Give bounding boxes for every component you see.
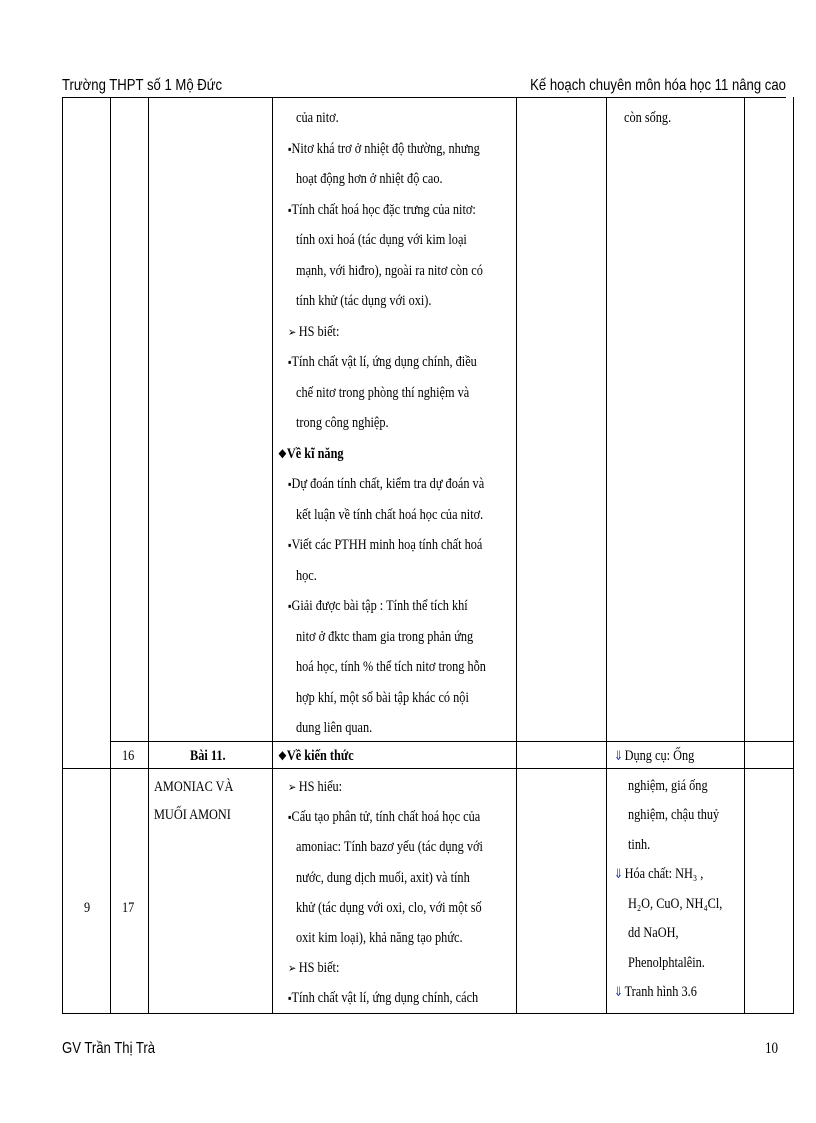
content-line — [288, 958, 339, 978]
content-line-text: kết luận về tính chất hoá học của nitơ. — [296, 506, 484, 523]
content-line — [296, 230, 467, 250]
content-line-text: nitơ ở đktc tham gia trong phản ứng — [296, 628, 474, 645]
content-line-text: Tính chất vật lí, ứng dụng chính, cách — [291, 990, 479, 1007]
content-line-text: hoạt động hơn ở nhiệt độ cao. — [296, 171, 443, 187]
lesson-title: Bài 11. — [190, 748, 226, 764]
lesson-name-line-2: MUỐI AMONI — [154, 807, 231, 823]
content-line — [288, 807, 480, 827]
diamond-flower-icon: ❖ — [278, 749, 287, 763]
arrow-right-icon: ➢ — [288, 961, 299, 976]
content-line — [296, 657, 486, 677]
square-bullet-icon: ▪ — [288, 599, 292, 613]
plan-title: Kế hoạch chuyên môn hóa học 11 nâng cao — [530, 77, 786, 94]
content-line — [278, 444, 344, 464]
content-line-text: học. — [296, 567, 317, 584]
content-line — [288, 352, 477, 372]
content-line-text: trong công nghiệp. — [296, 415, 389, 431]
equipment-line — [628, 835, 650, 855]
equipment-line-text: Hóa chất: NH₃ , — [624, 866, 704, 882]
row-divider-17-top-partial — [62, 768, 794, 769]
square-bullet-icon: ▪ — [288, 477, 292, 491]
equipment-line — [628, 953, 705, 973]
square-bullet-icon: ▪ — [288, 991, 292, 1006]
content-line — [296, 169, 443, 189]
content-line — [288, 988, 478, 1008]
school-name: Trường THPT số 1 Mộ Đức — [62, 77, 223, 94]
square-bullet-icon: ▪ — [288, 538, 292, 552]
content-line — [288, 322, 339, 342]
content-line — [296, 291, 431, 311]
down-arrow-hand-icon: ⇓ — [614, 748, 623, 763]
content-line — [296, 928, 463, 948]
equipment-cell-top: còn sống. — [624, 110, 672, 126]
equipment-line-text: nghiệm, chậu thuỷ — [628, 807, 720, 823]
column-divider-period — [148, 97, 149, 1013]
equipment-line-text: dd NaOH, — [628, 925, 679, 941]
content-line — [288, 474, 484, 494]
content-line — [296, 898, 482, 918]
header-rule — [62, 97, 786, 98]
equipment-line — [628, 776, 708, 796]
content-line — [288, 139, 480, 159]
content-line — [296, 505, 483, 525]
content-line — [288, 596, 468, 616]
content-line-text: nước, dung dịch muối, axit) và tính — [296, 869, 470, 886]
content-line — [288, 777, 342, 797]
content-line — [288, 200, 476, 220]
content-line-text: Nitơ khá trơ ở nhiệt độ thường, nhưng — [291, 140, 480, 157]
content-line — [296, 718, 372, 738]
content-line — [296, 627, 473, 647]
row-divider-16-top — [110, 741, 794, 742]
content-line-text: Tính chất vật lí, ứng dụng chính, điều — [291, 354, 477, 370]
content-line-text: oxit kim loại), khả năng tạo phức. — [296, 930, 463, 946]
content-line-text: amoniac: Tính bazơ yếu (tác dụng với — [296, 839, 483, 856]
content-line-text: tính oxi hoá (tác dụng với kim loại — [296, 232, 467, 248]
content-line-text: Tính chất hoá học đặc trưng của nitơ: — [291, 201, 476, 218]
content-line-text: Cấu tạo phân tử, tính chất hoá học của — [291, 809, 481, 826]
equipment-line-text: nghiệm, giá ống — [628, 777, 708, 794]
square-bullet-icon: ▪ — [288, 810, 292, 825]
content-line — [296, 688, 469, 708]
equipment-line — [628, 923, 679, 943]
content-line — [296, 566, 317, 586]
content-line-text: hoá học, tính % thể tích nitơ trong hỗn — [296, 659, 486, 675]
table-border-right — [793, 97, 794, 1013]
table-border-left — [62, 97, 63, 1013]
content-line-text: HS biết: — [298, 323, 340, 340]
teacher-name: GV Trần Thị Trà — [62, 1040, 156, 1057]
content-line-text: Giải được bài tập : Tính thể tích khí — [291, 598, 468, 614]
column-divider-week — [110, 97, 111, 1013]
square-bullet-icon: ▪ — [288, 355, 292, 369]
equipment-line — [614, 864, 703, 884]
column-divider-method — [606, 97, 607, 1013]
content-line — [296, 261, 483, 281]
content-line-text: Viết các PTHH minh hoạ tính chất hoá — [291, 537, 483, 553]
period-16: 16 — [122, 748, 135, 764]
content-line — [296, 868, 470, 888]
content-line-text: chế nitơ trong phòng thí nghiệm và — [296, 384, 470, 401]
diamond-flower-icon: ❖ — [278, 446, 287, 461]
content-line — [296, 108, 339, 128]
equipment-line-text: Tranh hình 3.6 — [624, 984, 697, 1000]
equipment-line — [628, 894, 722, 914]
week-9: 9 — [84, 900, 91, 916]
lesson-name-line-1: AMONIAC VÀ — [154, 779, 234, 795]
content-line — [296, 837, 483, 857]
content-line — [288, 535, 482, 555]
down-arrow-hand-icon: ⇓ — [614, 866, 623, 881]
content-line — [296, 413, 389, 433]
column-divider-lesson — [272, 97, 273, 1013]
column-divider-content — [516, 97, 517, 1013]
content-line — [296, 383, 469, 403]
equipment-line — [614, 746, 694, 766]
down-arrow-hand-icon: ⇓ — [614, 984, 623, 999]
equipment-line-text: tinh. — [628, 836, 651, 853]
content-line-text: Dự đoán tính chất, kiểm tra dự đoán và — [291, 476, 485, 492]
content-line-text: mạnh, với hiđro), ngoài ra nitơ còn có — [296, 262, 483, 279]
page-number: 10 — [765, 1040, 779, 1057]
equipment-line-text: Dụng cụ: Ống — [624, 748, 695, 764]
content-line-text: tính khử (tác dụng với oxi). — [296, 293, 432, 309]
section-knowledge-heading: ❖Về kiến thức — [278, 748, 354, 764]
content-line-text: hợp khí, một số bài tập khác có nội — [296, 689, 469, 706]
period-17: 17 — [122, 900, 135, 916]
content-line-text: dung liên quan. — [296, 720, 373, 736]
table-border-bottom — [62, 1013, 794, 1014]
equipment-line — [628, 805, 719, 825]
content-line-text: Về kĩ năng — [286, 445, 344, 462]
content-line-text: HS hiểu: — [298, 779, 343, 795]
content-line-text: HS biết: — [298, 960, 340, 977]
equipment-line-text: H₂O, CuO, NH₄Cl, — [628, 895, 723, 912]
content-line-text: khử (tác dụng với oxi, clo, với một số — [296, 899, 482, 916]
content-line-text: của nitơ. — [296, 110, 339, 126]
arrow-right-icon: ➢ — [288, 324, 299, 339]
square-bullet-icon: ▪ — [288, 202, 292, 217]
equipment-line-text: Phenolphtalêin. — [628, 954, 705, 971]
equipment-line — [614, 982, 697, 1002]
arrow-right-icon: ➢ — [288, 780, 299, 794]
square-bullet-icon: ▪ — [288, 141, 292, 156]
column-divider-equipment — [744, 97, 745, 1013]
